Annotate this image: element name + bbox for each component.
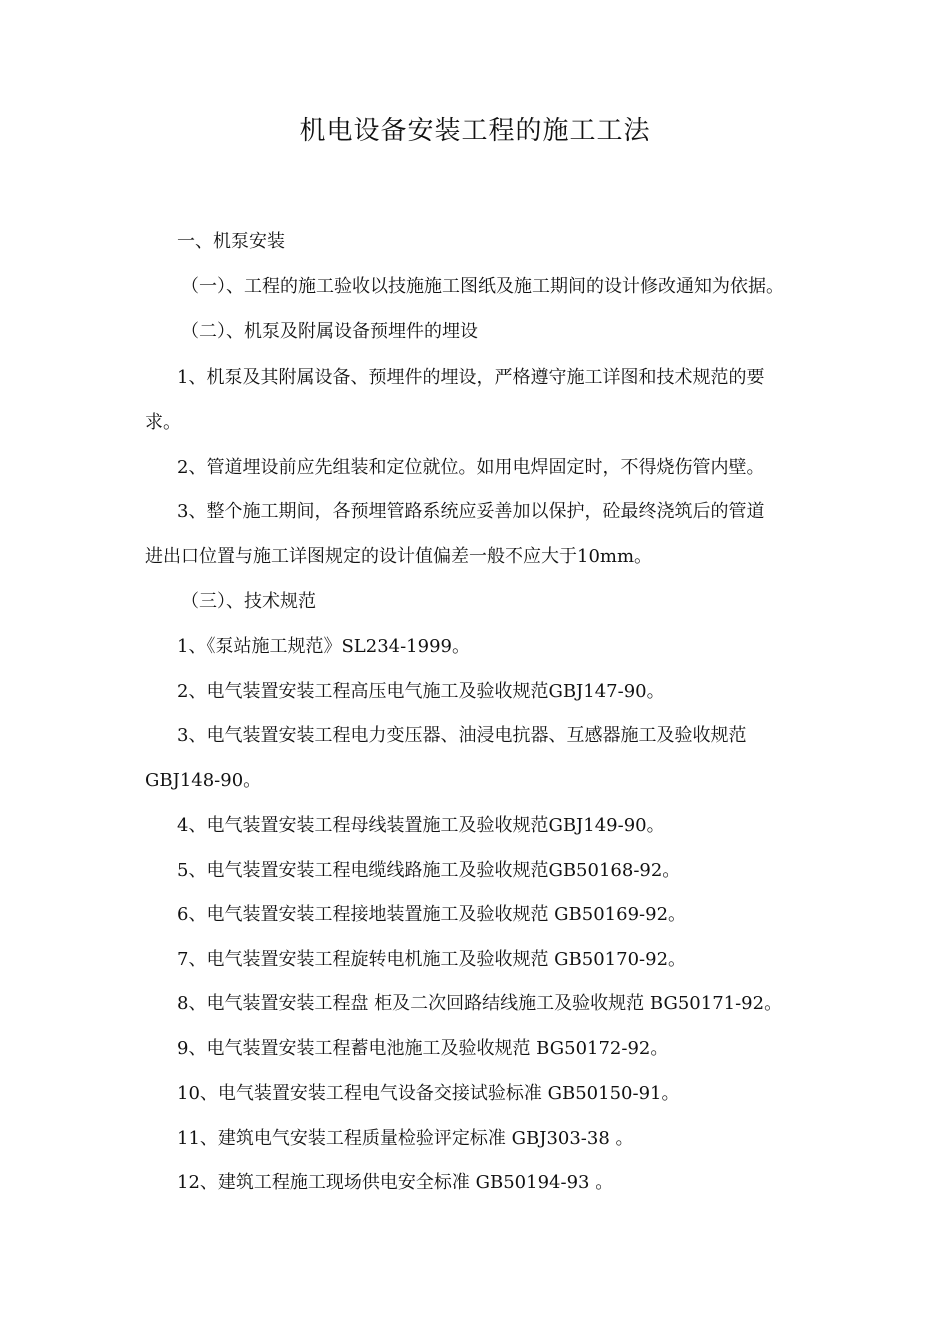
standard-item-4: 4、电气装置安装工程母线装置施工及验收规范GBJ149-90。 [177,815,665,836]
standard-item-11: 11、建筑电气安装工程质量检验评定标准 GBJ303-38 。 [177,1128,634,1149]
standard-item-7: 7、电气装置安装工程旋转电机施工及验收规范 GB50170-92。 [177,949,687,970]
section-heading-pump-installation: 一、机泵安装 [177,231,285,252]
standard-item-3-line-1: 3、电气装置安装工程电力变压器、油浸电抗器、互感器施工及验收规范 [177,725,747,746]
paragraph-2: 2、管道埋设前应先组装和定位就位。如用电焊固定时，不得烧伤管内壁。 [177,457,765,478]
paragraph-3-line-1: 3、整个施工期间，各预埋管路系统应妥善加以保护，砼最终浇筑后的管道 [177,501,765,522]
standard-item-2: 2、电气装置安装工程高压电气施工及验收规范GBJ147-90。 [177,681,665,702]
standard-item-5: 5、电气装置安装工程电缆线路施工及验收规范GB50168-92。 [177,860,681,881]
paragraph-3-line-2: 进出口位置与施工详图规定的设计值偏差一般不应大于10mm。 [145,546,653,567]
standard-item-10: 10、电气装置安装工程电气设备交接试验标准 GB50150-91。 [177,1083,680,1104]
standard-item-9: 9、电气装置安装工程蓄电池施工及验收规范 BG50172-92。 [177,1038,669,1059]
clause-3-technical-standards: （三）、技术规范 [181,591,316,612]
clause-1-acceptance-basis: （一）、工程的施工验收以技施施工图纸及施工期间的设计修改通知为依据。 [181,276,784,297]
standard-item-6: 6、电气装置安装工程接地装置施工及验收规范 GB50169-92。 [177,904,687,925]
document-title: 机电设备安装工程的施工工法 [299,116,651,146]
standard-item-8: 8、电气装置安装工程盘 柜及二次回路结线施工及验收规范 BG50171-92。 [177,993,783,1014]
clause-2-embedded-parts: （二）、机泵及附属设备预埋件的埋设 [181,321,478,342]
standard-item-1: 1、《泵站施工规范》SL234-1999。 [177,636,470,657]
paragraph-1-line-1: 1、机泵及其附属设备、预埋件的埋设，严格遵守施工详图和技术规范的要 [177,367,765,388]
paragraph-1-line-2: 求。 [145,412,181,433]
standard-item-3-line-2: GBJ148-90。 [145,770,262,791]
standard-item-12: 12、建筑工程施工现场供电安全标准 GB50194-93 。 [177,1172,614,1193]
